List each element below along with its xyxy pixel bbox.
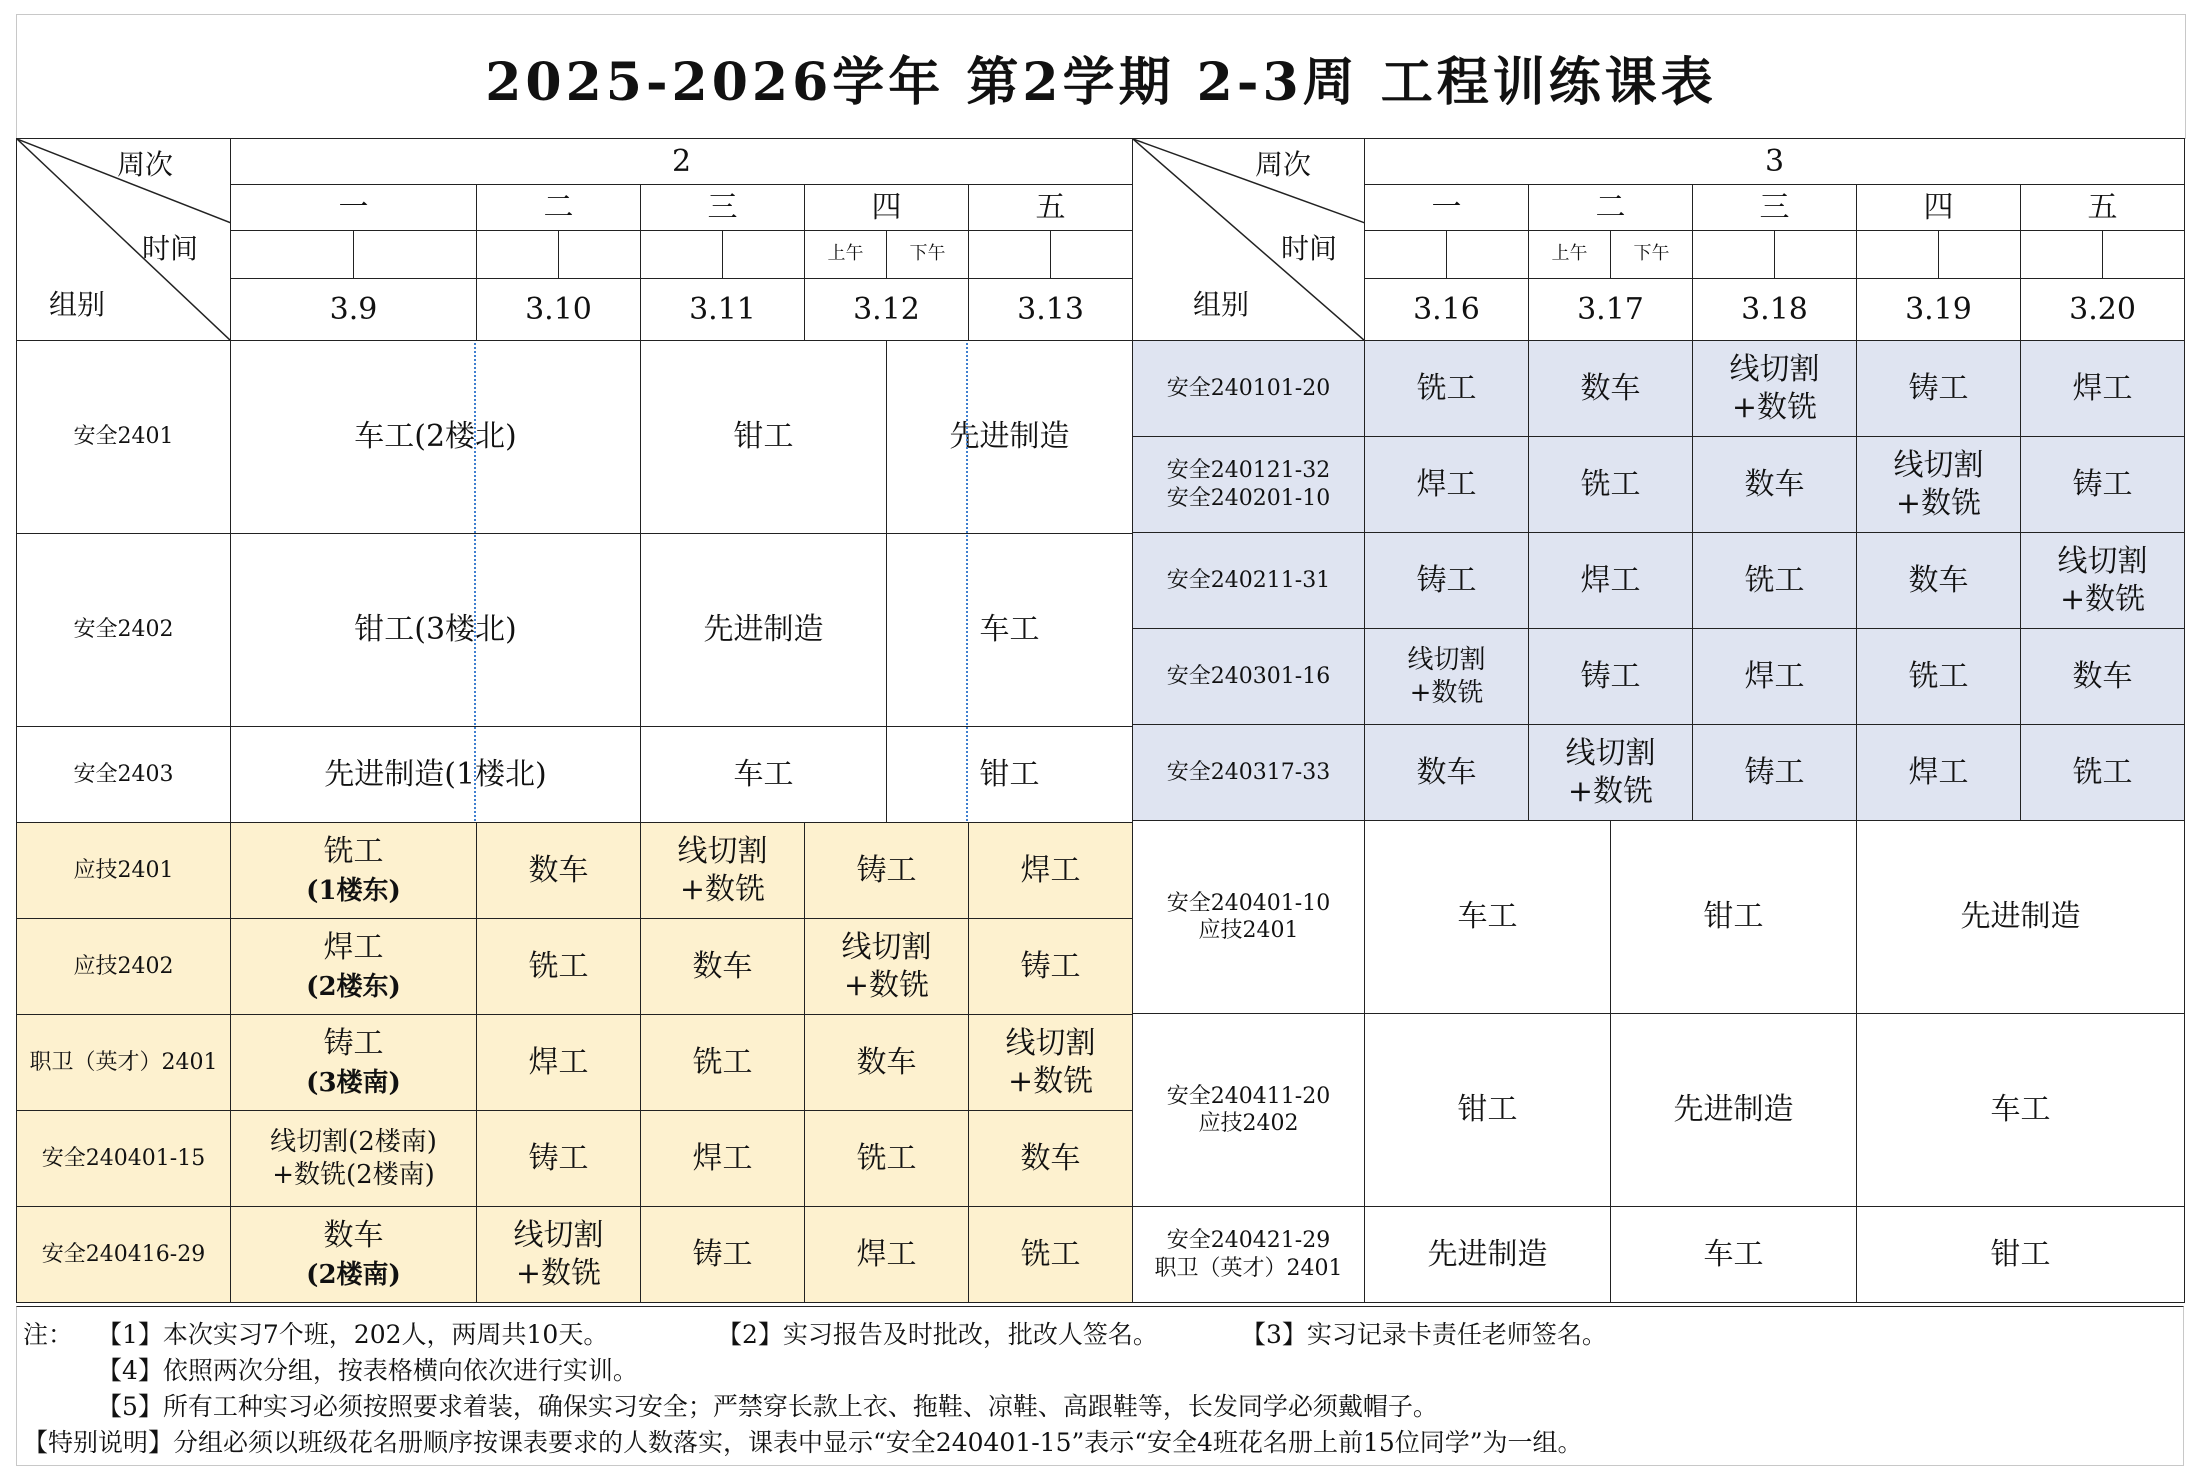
group-name: 安全240416-29 [17, 1207, 231, 1303]
am-slot [231, 231, 354, 279]
pm-label: 下午 [1611, 231, 1693, 279]
group-name: 职卫（英才）2401 [17, 1015, 231, 1111]
course-cell: 线切割(2楼南) +数铣(2楼南) [231, 1111, 477, 1207]
course-cell: 焊工 [969, 823, 1133, 919]
note-3: 【3】实习记录卡责任老师签名。 [1241, 1320, 1607, 1349]
group-name: 安全240411-20 应技2402 [1133, 1014, 1365, 1207]
notes-section [16, 1306, 2184, 1466]
weekday-thu: 四 [1857, 185, 2021, 231]
weekday-wed: 三 [1693, 185, 1857, 231]
course-cell: 先进制造(1楼北) [231, 727, 641, 823]
course-cell: 钳工 [641, 341, 887, 534]
course-cell: 数车 [969, 1111, 1133, 1207]
course-cell: 铸工 [1529, 629, 1693, 725]
notes-prefix: 注： [23, 1320, 74, 1349]
course-cell: 铸工 [1693, 725, 1857, 821]
pm-slot [559, 231, 641, 279]
dotted-guide-line [474, 343, 476, 821]
am-slot [2021, 231, 2103, 279]
course-cell: 车工(2楼北) [231, 341, 641, 534]
group-name: 安全2402 [17, 534, 231, 727]
course-cell: 焊工 [1857, 725, 2021, 821]
am-slot [641, 231, 723, 279]
course-cell: 数车 [1857, 533, 2021, 629]
pm-slot [1447, 231, 1529, 279]
date-cell: 3.17 [1529, 279, 1693, 341]
pm-slot [2103, 231, 2185, 279]
course-cell: 车工 [641, 727, 887, 823]
course-cell: 铣工 [641, 1015, 805, 1111]
weekday-fri: 五 [2021, 185, 2185, 231]
special-note: 【特别说明】分组必须以班级花名册顺序按课表要求的人数落实，课表中显示“安全240401-15”表示“安全4班花名册上前15位同学”为一组。 [23, 1428, 1583, 1457]
weekday-tue: 二 [477, 185, 641, 231]
course-cell: 铣工 [1857, 629, 2021, 725]
course-cell: 数车 [2021, 629, 2185, 725]
pm-slot [1051, 231, 1133, 279]
weekday-tue: 二 [1529, 185, 1693, 231]
am-slot [1365, 231, 1447, 279]
am-slot [1693, 231, 1775, 279]
date-cell: 3.13 [969, 279, 1133, 341]
course-cell: 铣工 [477, 919, 641, 1015]
pm-slot [354, 231, 477, 279]
group-name: 安全240401-15 [17, 1111, 231, 1207]
week3-schedule-table [1132, 138, 2185, 1303]
group-label: 组别 [1193, 288, 1250, 321]
note-4: 【4】依照两次分组，按表格横向依次进行实训。 [97, 1356, 638, 1385]
course-cell: 铸工 (3楼南) [231, 1015, 477, 1111]
group-name: 应技2401 [17, 823, 231, 919]
week-label: 周次 [117, 148, 174, 181]
date-cell: 3.18 [1693, 279, 1857, 341]
pm-label: 下午 [887, 231, 969, 279]
course-cell: 铸工 [1857, 341, 2021, 437]
course-cell: 铣工 (1楼东) [231, 823, 477, 919]
course-cell: 焊工 [1529, 533, 1693, 629]
course-cell: 先进制造 [887, 341, 1133, 534]
course-cell: 铸工 [477, 1111, 641, 1207]
group-name: 安全240101-20 [1133, 341, 1365, 437]
course-cell: 铣工 [969, 1207, 1133, 1303]
course-cell: 先进制造 [641, 534, 887, 727]
week-number: 3 [1365, 139, 2185, 185]
weekday-fri: 五 [969, 185, 1133, 231]
dotted-guide-line [966, 343, 968, 821]
course-cell: 铣工 [1693, 533, 1857, 629]
course-cell: 铸工 [805, 823, 969, 919]
course-cell: 数车 [477, 823, 641, 919]
week-number: 2 [231, 139, 1133, 185]
note-2: 【2】实习报告及时批改，批改人签名。 [717, 1320, 1158, 1349]
week-label: 周次 [1255, 148, 1312, 181]
course-cell: 线切割 +数铣 [969, 1015, 1133, 1111]
pm-slot [1775, 231, 1857, 279]
course-cell: 线切割 +数铣 [2021, 533, 2185, 629]
course-cell: 数车 [1365, 725, 1529, 821]
time-label: 时间 [142, 232, 199, 265]
date-cell: 3.11 [641, 279, 805, 341]
course-cell: 数车 (2楼南) [231, 1207, 477, 1303]
am-slot [477, 231, 559, 279]
course-cell: 焊工 (2楼东) [231, 919, 477, 1015]
course-cell: 数车 [641, 919, 805, 1015]
note-5: 【5】所有工种实习必须按照要求着装，确保实习安全；严禁穿长款上衣、拖鞋、凉鞋、高跟鞋等，长发同学必须戴帽子。 [97, 1392, 1438, 1421]
course-cell: 焊工 [641, 1111, 805, 1207]
course-cell: 数车 [1529, 341, 1693, 437]
course-cell: 线切割 +数铣 [1693, 341, 1857, 437]
group-name: 安全2403 [17, 727, 231, 823]
course-cell: 铣工 [1365, 341, 1529, 437]
time-label: 时间 [1281, 232, 1338, 265]
date-cell: 3.9 [231, 279, 477, 341]
group-name: 安全240421-29 职卫（英才）2401 [1133, 1207, 1365, 1303]
group-name: 安全2401 [17, 341, 231, 534]
group-label: 组别 [49, 288, 106, 321]
course-cell: 线切割 +数铣 [641, 823, 805, 919]
am-slot [969, 231, 1051, 279]
am-slot [1857, 231, 1939, 279]
weekday-wed: 三 [641, 185, 805, 231]
course-cell: 车工 [1611, 1207, 1857, 1303]
course-cell: 铸工 [969, 919, 1133, 1015]
date-cell: 3.19 [1857, 279, 2021, 341]
group-name: 应技2402 [17, 919, 231, 1015]
weekday-mon: 一 [1365, 185, 1529, 231]
course-cell: 焊工 [1365, 437, 1529, 533]
group-name: 安全240401-10 应技2401 [1133, 821, 1365, 1014]
date-cell: 3.10 [477, 279, 641, 341]
group-name: 安全240317-33 [1133, 725, 1365, 821]
course-cell: 钳工 [887, 727, 1133, 823]
pm-slot [723, 231, 805, 279]
course-cell: 铣工 [2021, 725, 2185, 821]
course-cell: 车工 [1857, 1014, 2185, 1207]
course-cell: 线切割 +数铣 [477, 1207, 641, 1303]
course-cell: 铣工 [805, 1111, 969, 1207]
course-cell: 钳工 [1365, 1014, 1611, 1207]
course-cell: 铸工 [641, 1207, 805, 1303]
course-cell: 线切割 +数铣 [805, 919, 969, 1015]
page-title: 2025-2026学年 第2学期 2-3周 工程训练课表 [16, 14, 2186, 139]
course-cell: 钳工 [1857, 1207, 2185, 1303]
corner-header-cell [1133, 139, 1365, 341]
date-cell: 3.20 [2021, 279, 2185, 341]
am-label: 上午 [805, 231, 887, 279]
course-cell: 先进制造 [1611, 1014, 1857, 1207]
corner-header-cell [17, 139, 231, 341]
date-cell: 3.16 [1365, 279, 1529, 341]
course-cell: 数车 [805, 1015, 969, 1111]
group-name: 安全240121-32 安全240201-10 [1133, 437, 1365, 533]
group-name: 安全240301-16 [1133, 629, 1365, 725]
course-cell: 焊工 [1693, 629, 1857, 725]
note-1: 【1】本次实习7个班，202人，两周共10天。 [97, 1320, 609, 1349]
course-cell: 焊工 [2021, 341, 2185, 437]
course-cell: 铣工 [1529, 437, 1693, 533]
am-label: 上午 [1529, 231, 1611, 279]
date-cell: 3.12 [805, 279, 969, 341]
course-cell: 线切割 +数铣 [1857, 437, 2021, 533]
course-cell: 焊工 [805, 1207, 969, 1303]
pm-slot [1939, 231, 2021, 279]
course-cell: 数车 [1693, 437, 1857, 533]
course-cell: 车工 [1365, 821, 1611, 1014]
weekday-thu: 四 [805, 185, 969, 231]
course-cell: 焊工 [477, 1015, 641, 1111]
weekday-mon: 一 [231, 185, 477, 231]
course-cell: 钳工(3楼北) [231, 534, 641, 727]
course-cell: 先进制造 [1857, 821, 2185, 1014]
course-cell: 线切割 +数铣 [1529, 725, 1693, 821]
course-cell: 车工 [887, 534, 1133, 727]
course-cell: 线切割 +数铣 [1365, 629, 1529, 725]
course-cell: 铸工 [1365, 533, 1529, 629]
course-cell: 先进制造 [1365, 1207, 1611, 1303]
course-cell: 铸工 [2021, 437, 2185, 533]
course-cell: 钳工 [1611, 821, 1857, 1014]
group-name: 安全240211-31 [1133, 533, 1365, 629]
